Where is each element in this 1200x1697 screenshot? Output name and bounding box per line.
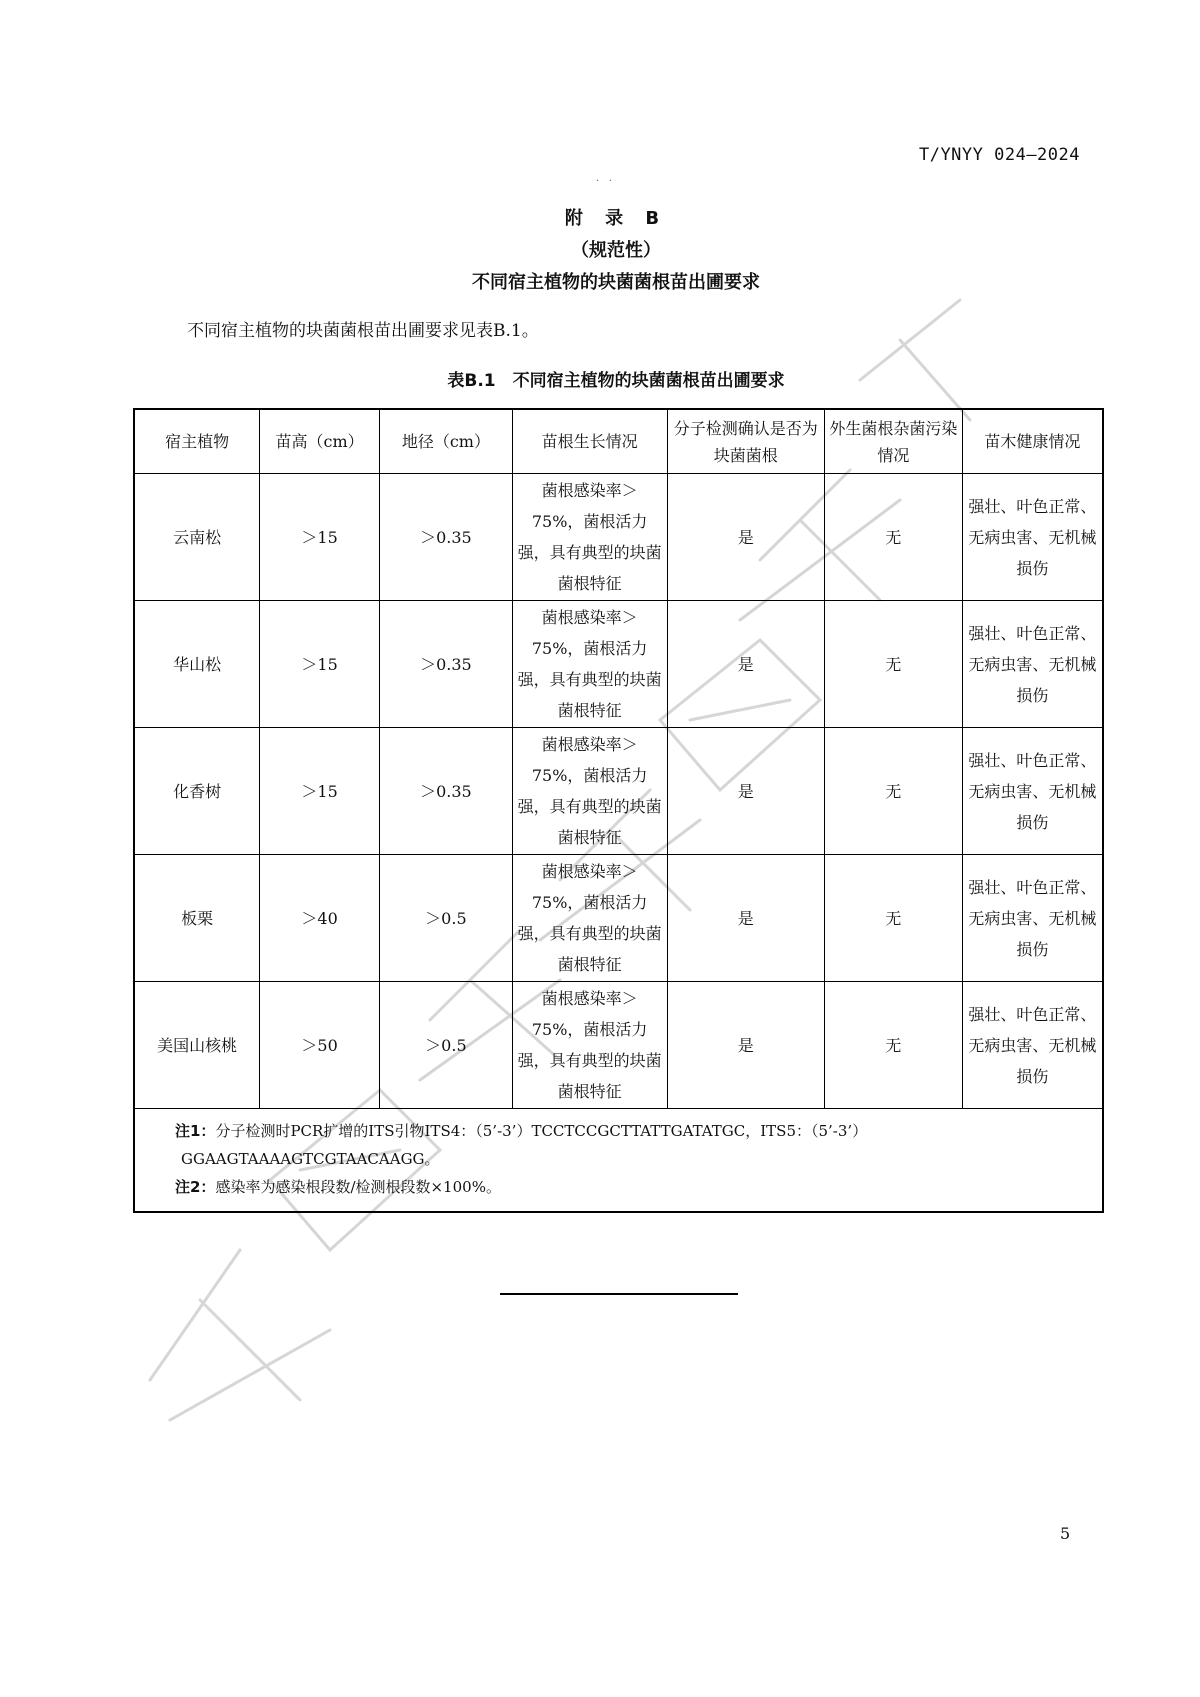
col-header-height: 苗高（cm） — [260, 409, 380, 474]
cell-host: 化香树 — [134, 728, 260, 855]
table-row — [134, 728, 1103, 855]
note-2-text: 感染率为感染根段数/检测根段数×100%。 — [215, 1178, 501, 1196]
cell-contamination: 无 — [825, 474, 963, 601]
table-notes — [134, 1109, 1103, 1213]
note-2 — [175, 1173, 1084, 1201]
cell-health: 强壮、叶色正常、无病虫害、无机械损伤 — [962, 982, 1103, 1109]
appendix-title: 附 录 B — [564, 208, 668, 229]
decorative-dots: · · — [596, 176, 612, 187]
requirements-table — [133, 408, 1104, 1213]
cell-contamination: 无 — [825, 855, 963, 982]
cell-contamination: 无 — [825, 601, 963, 728]
col-header-diameter: 地径（cm） — [380, 409, 513, 474]
note-1-text: 分子检测时PCR扩增的ITS引物ITS4：（5’-3’）TCCTCCGCTTATTGATATGC，ITS5：（5’-3’）GGAAGTAAAAGTCGTAACAAGG。 — [181, 1122, 868, 1168]
cell-host: 云南松 — [134, 474, 260, 601]
end-rule — [500, 1293, 738, 1295]
cell-diameter: ＞0.35 — [380, 728, 513, 855]
cell-height: ＞15 — [260, 601, 380, 728]
cell-diameter: ＞0.35 — [380, 474, 513, 601]
cell-growth: 菌根感染率＞75%，菌根活力强，具有典型的块菌菌根特征 — [512, 728, 667, 855]
cell-health: 强壮、叶色正常、无病虫害、无机械损伤 — [962, 474, 1103, 601]
cell-height: ＞50 — [260, 982, 380, 1109]
cell-confirmed: 是 — [667, 474, 825, 601]
appendix-name: 不同宿主植物的块菌菌根苗出圃要求 — [472, 272, 760, 293]
table-caption: 表B.1 不同宿主植物的块菌菌根苗出圃要求 — [447, 371, 785, 391]
cell-health: 强壮、叶色正常、无病虫害、无机械损伤 — [962, 601, 1103, 728]
cell-confirmed: 是 — [667, 855, 825, 982]
cell-diameter: ＞0.5 — [380, 982, 513, 1109]
cell-height: ＞40 — [260, 855, 380, 982]
cell-health: 强壮、叶色正常、无病虫害、无机械损伤 — [962, 728, 1103, 855]
table-row — [134, 601, 1103, 728]
cell-contamination: 无 — [825, 982, 963, 1109]
cell-health: 强壮、叶色正常、无病虫害、无机械损伤 — [962, 855, 1103, 982]
cell-growth: 菌根感染率＞75%，菌根活力强，具有典型的块菌菌根特征 — [512, 855, 667, 982]
page-number: 5 — [1060, 1524, 1071, 1543]
cell-diameter: ＞0.5 — [380, 855, 513, 982]
table-row — [134, 982, 1103, 1109]
cell-confirmed: 是 — [667, 601, 825, 728]
intro-paragraph: 不同宿主植物的块菌菌根苗出圃要求见表B.1。 — [187, 321, 539, 341]
note-1 — [175, 1117, 1084, 1173]
cell-height: ＞15 — [260, 728, 380, 855]
col-header-health: 苗木健康情况 — [962, 409, 1103, 474]
table-header-row — [134, 409, 1103, 474]
cell-contamination: 无 — [825, 728, 963, 855]
col-header-host: 宿主植物 — [134, 409, 260, 474]
cell-confirmed: 是 — [667, 728, 825, 855]
cell-diameter: ＞0.35 — [380, 601, 513, 728]
standard-code: T/YNYY 024—2024 — [918, 145, 1080, 165]
cell-host: 板栗 — [134, 855, 260, 982]
note-1-label: 注1： — [175, 1122, 216, 1140]
table-row — [134, 855, 1103, 982]
cell-height: ＞15 — [260, 474, 380, 601]
cell-growth: 菌根感染率＞75%，菌根活力强，具有典型的块菌菌根特征 — [512, 601, 667, 728]
table-notes-row — [134, 1109, 1103, 1213]
col-header-contamination: 外生菌根杂菌污染情况 — [825, 409, 963, 474]
col-header-confirmed: 分子检测确认是否为块菌菌根 — [667, 409, 825, 474]
appendix-type: （规范性） — [571, 240, 661, 261]
col-header-growth: 苗根生长情况 — [512, 409, 667, 474]
cell-host: 华山松 — [134, 601, 260, 728]
cell-host: 美国山核桃 — [134, 982, 260, 1109]
cell-growth: 菌根感染率＞75%，菌根活力强，具有典型的块菌菌根特征 — [512, 474, 667, 601]
table-row — [134, 474, 1103, 601]
note-2-label: 注2： — [175, 1178, 216, 1196]
cell-growth: 菌根感染率＞75%，菌根活力强，具有典型的块菌菌根特征 — [512, 982, 667, 1109]
cell-confirmed: 是 — [667, 982, 825, 1109]
